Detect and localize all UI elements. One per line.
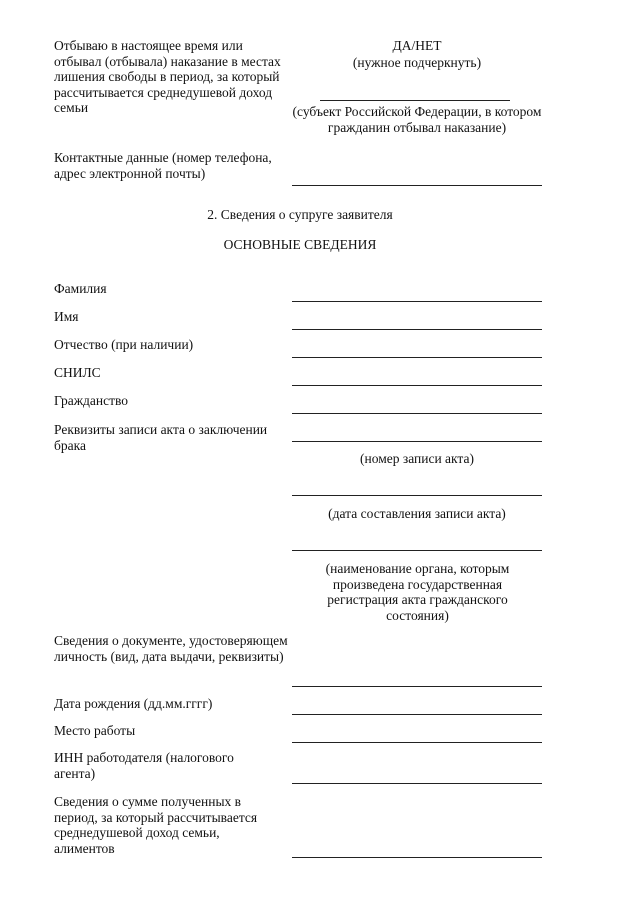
citizenship-input-line[interactable]: [292, 413, 542, 414]
identity-doc-label: Сведения о документе, удостоверяющем личность (вид, дата выдачи, реквизиты): [54, 633, 288, 664]
imprisonment-label: Отбываю в настоящее время или отбывал (отбывала) наказание в местах лишения свободы в период, за который рассчитывается среднедушевой доход семьи: [54, 38, 281, 115]
subject-hint: (субъект Российской Федерации, в котором гражданин отбывал наказание): [292, 104, 542, 135]
subsection-title: ОСНОВНЫЕ СВЕДЕНИЯ: [223, 237, 377, 252]
subject-input-line[interactable]: [320, 100, 510, 101]
contacts-input-line[interactable]: [292, 185, 542, 186]
record-number-hint: (номер записи акта): [360, 451, 474, 466]
employer-inn-label: ИНН работодателя (налогового агента): [54, 750, 234, 781]
record-date-input-line[interactable]: [292, 495, 542, 496]
birth-date-input-line[interactable]: [292, 714, 542, 715]
alimony-input-line[interactable]: [292, 857, 542, 858]
yes-no-answer[interactable]: ДА/НЕТ: [392, 38, 442, 53]
snils-label: СНИЛС: [54, 365, 101, 380]
contacts-label: Контактные данные (номер телефона, адрес электронной почты): [54, 150, 272, 181]
birth-date-label: Дата рождения (дд.мм.гггг): [54, 696, 213, 711]
employer-inn-input-line[interactable]: [292, 783, 542, 784]
snils-input-line[interactable]: [292, 385, 542, 386]
record-number-input-line[interactable]: [292, 441, 542, 442]
record-authority-input-line[interactable]: [292, 550, 542, 551]
patronymic-label: Отчество (при наличии): [54, 337, 194, 352]
record-authority-hint: (наименование органа, которым произведена государственная регистрация акта гражданского состояния): [325, 561, 510, 623]
workplace-label: Место работы: [54, 723, 136, 738]
citizenship-label: Гражданство: [54, 393, 129, 408]
patronymic-input-line[interactable]: [292, 357, 542, 358]
record-date-hint: (дата составления записи акта): [328, 506, 506, 521]
identity-doc-input-line[interactable]: [292, 686, 542, 687]
marriage-record-label: Реквизиты записи акта о заключении брака: [54, 422, 268, 453]
workplace-input-line[interactable]: [292, 742, 542, 743]
answer-hint: (нужное подчеркнуть): [352, 55, 482, 70]
alimony-label: Сведения о сумме полученных в период, за который рассчитывается среднедушевой доход семьи, алиментов: [54, 794, 258, 856]
surname-input-line[interactable]: [292, 301, 542, 302]
section-title: 2. Сведения о супруге заявителя: [207, 207, 393, 222]
name-label: Имя: [54, 309, 79, 324]
surname-label: Фамилия: [54, 281, 107, 296]
name-input-line[interactable]: [292, 329, 542, 330]
